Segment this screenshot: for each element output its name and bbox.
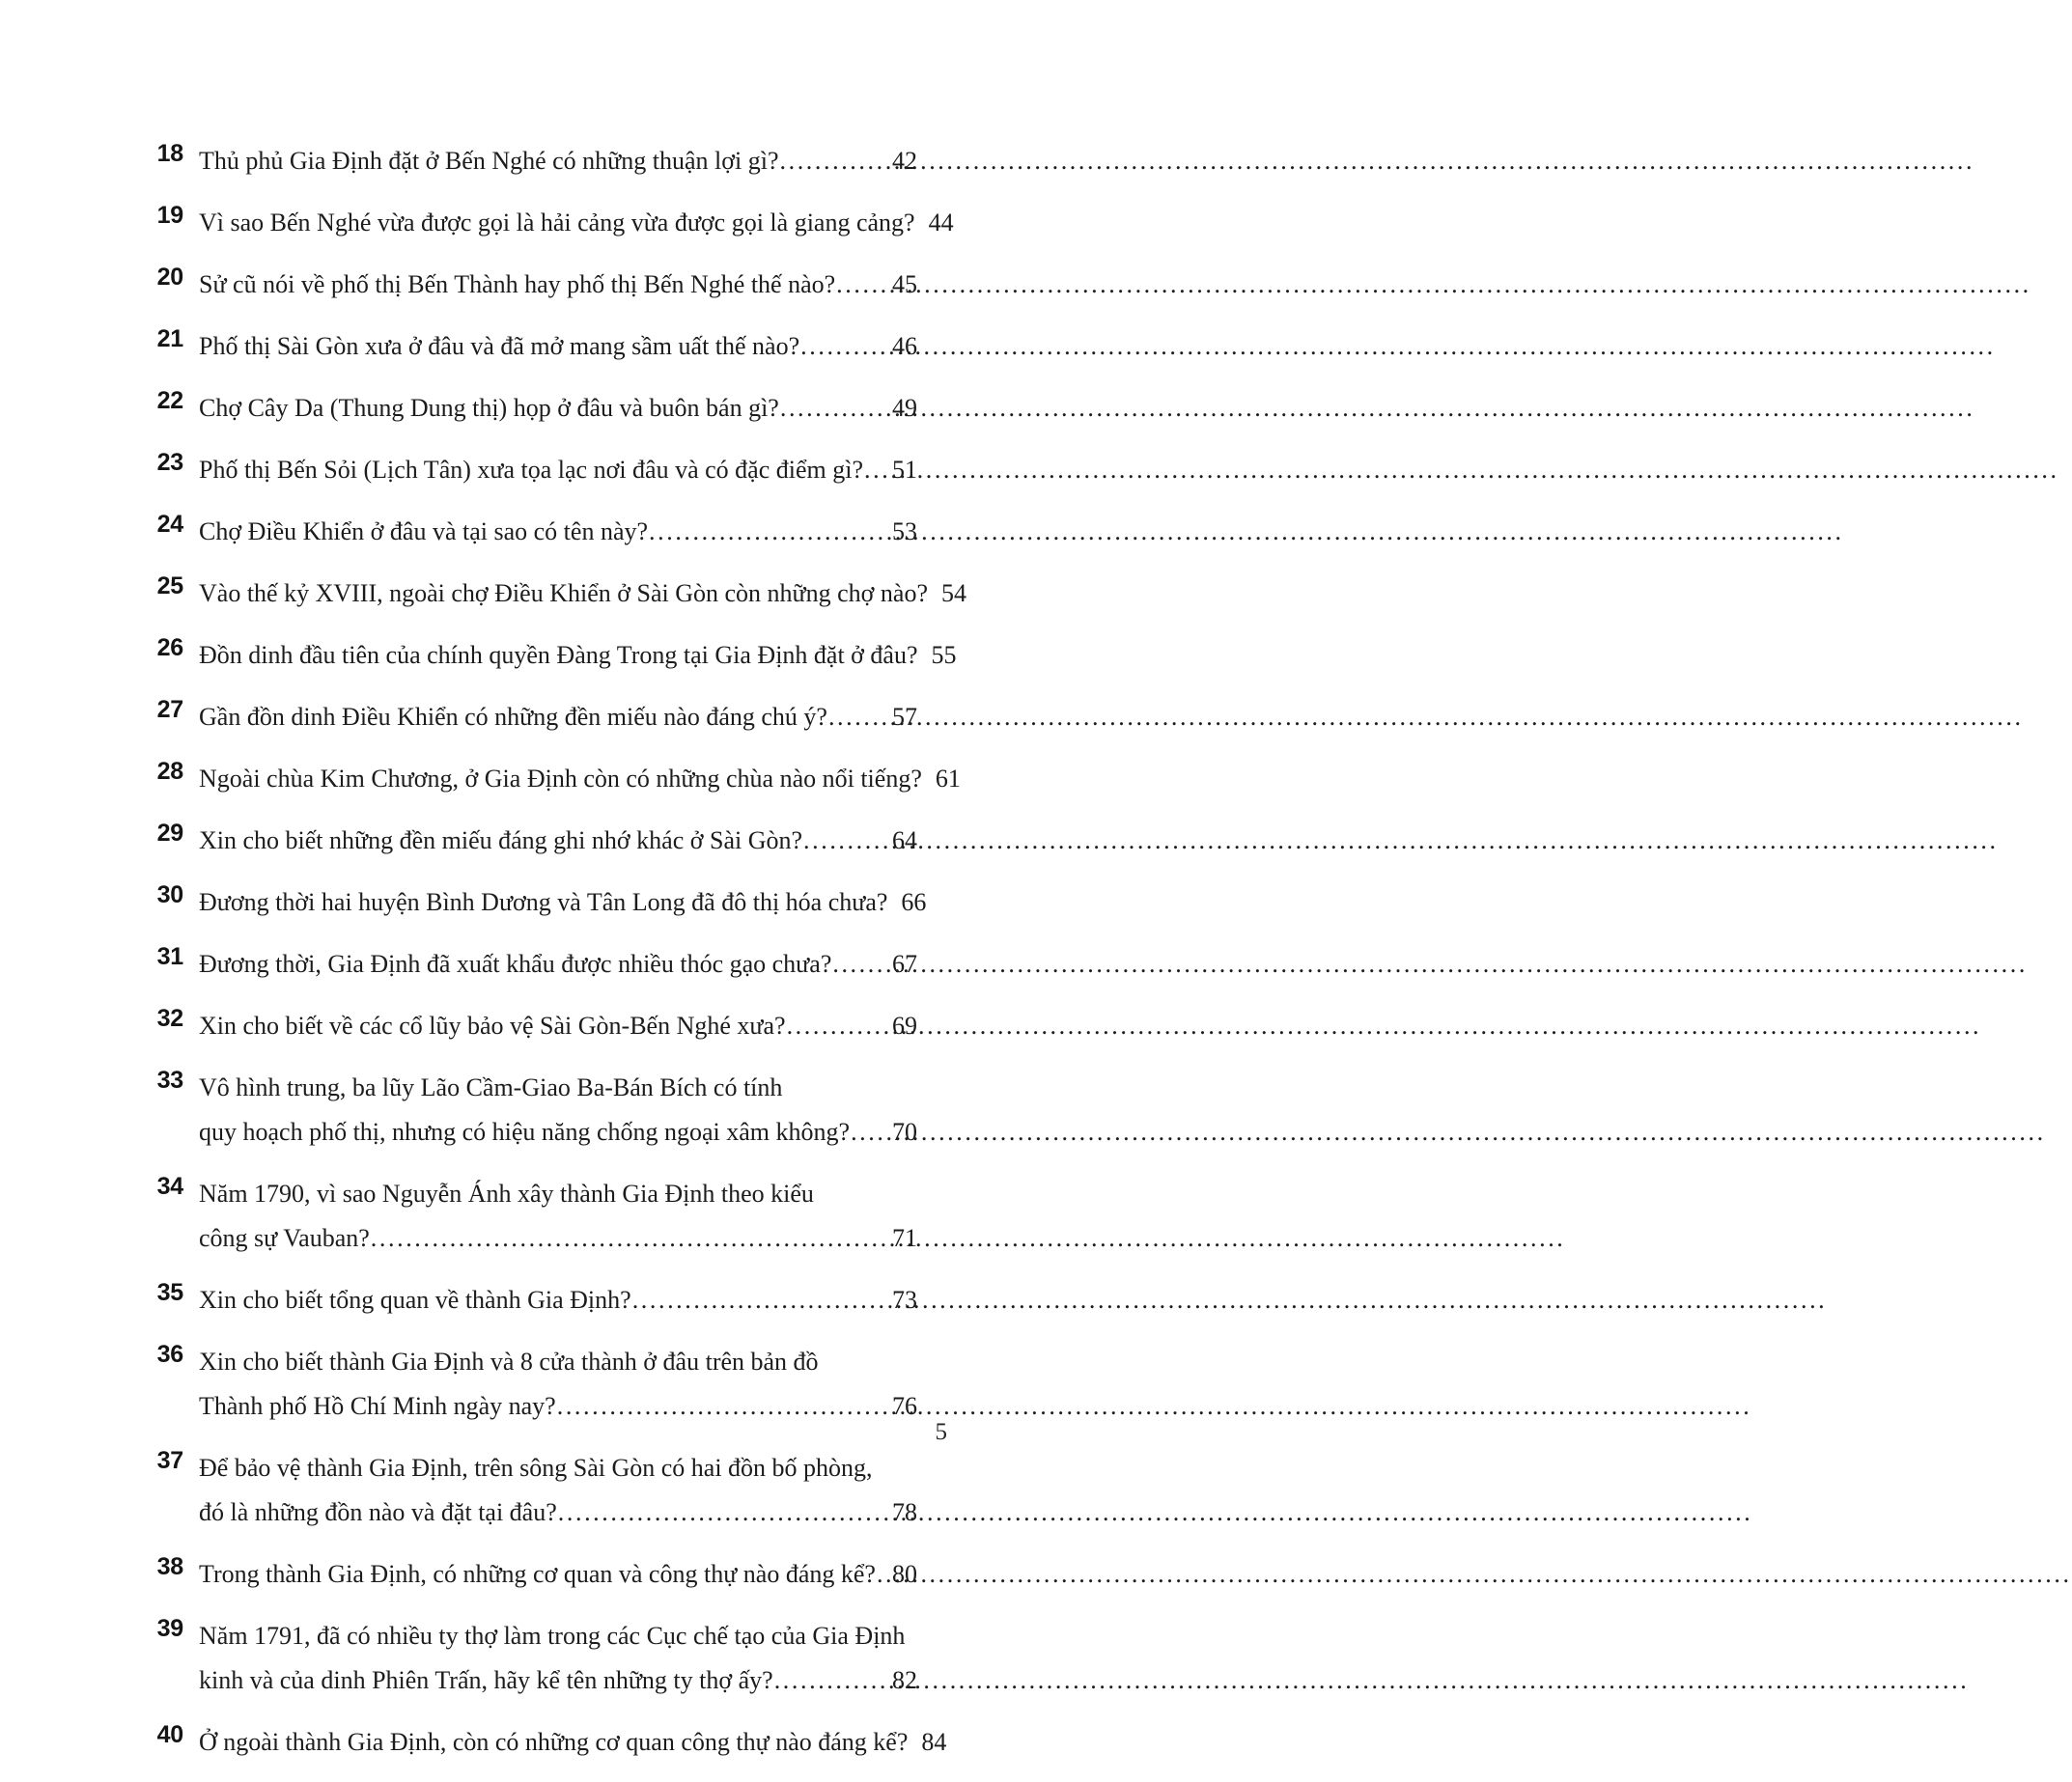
toc-entry-body [199, 1720, 947, 1765]
toc-entry[interactable] [145, 1340, 917, 1429]
dot-leader [558, 1500, 880, 1525]
toc-page-number: 80 [892, 1560, 917, 1588]
toc-entry-number: 26 [156, 634, 183, 661]
toc-entry[interactable] [145, 880, 927, 925]
toc-entry-title: Chợ Điều Khiển ở đâu và tại sao có tên này? [199, 517, 649, 545]
toc-entry-number: 40 [156, 1721, 183, 1748]
toc-entry-line [199, 448, 917, 492]
dot-leader [828, 705, 880, 730]
dot-leader [632, 1288, 880, 1313]
toc-entry-body [199, 757, 961, 801]
toc-page-number: 67 [892, 950, 917, 978]
toc-entry-line [199, 1172, 917, 1216]
toc-entry-title: Vì sao Bến Nghé vừa được gọi là hải cảng vừa được gọi là giang cảng? [199, 209, 915, 237]
toc-entry-line [199, 819, 917, 863]
toc-page-number: 49 [892, 394, 917, 422]
toc-entry-line [199, 942, 917, 987]
toc-entry-number: 25 [156, 572, 183, 599]
toc-page-number: 42 [892, 147, 917, 175]
dot-leader [836, 272, 880, 297]
toc-entry[interactable] [145, 1446, 917, 1535]
toc-entry-body [199, 880, 927, 925]
toc-page-number: 71 [892, 1224, 917, 1252]
toc-page-number: 78 [892, 1498, 917, 1526]
toc-entry-number: 31 [156, 943, 183, 970]
toc-entry-line [199, 1340, 917, 1384]
toc-entry[interactable] [145, 510, 917, 554]
dot-leader [780, 149, 881, 174]
toc-entry[interactable] [145, 1614, 917, 1703]
toc-entry-line [199, 1004, 917, 1048]
toc-entry-title: Gần đồn dinh Điều Khiển có những đền miếu nào đáng chú ý? [199, 703, 827, 731]
toc-page-number: 53 [892, 517, 917, 545]
toc-entry-title: Ngoài chùa Kim Chương, ở Gia Định còn có những chùa nào nổi tiếng? [199, 765, 922, 793]
toc-entry-number: 28 [156, 758, 183, 785]
toc-entry[interactable] [145, 1720, 947, 1765]
toc-entry-body [199, 201, 954, 245]
toc-page-number: 84 [921, 1728, 947, 1756]
toc-entry[interactable] [145, 386, 917, 431]
toc-entry-line [199, 510, 917, 554]
toc-entry-line [199, 324, 917, 369]
toc-entry-title: kinh và của dinh Phiên Trấn, hãy kể tên những ty thợ ấy? [199, 1666, 773, 1694]
toc-entry-body [199, 324, 917, 369]
toc-entry-line [199, 633, 957, 678]
toc-entry-title: Đồn dinh đầu tiên của chính quyền Đàng Trong tại Gia Định đặt ở đâu? [199, 641, 918, 669]
toc-entry-title: Sử cũ nói về phố thị Bến Thành hay phố thị Bến Nghé thế nào? [199, 270, 836, 298]
toc-entry-number: 39 [156, 1615, 183, 1642]
toc-entry-line [199, 1216, 917, 1261]
toc-entry-title: Xin cho biết thành Gia Định và 8 cửa thành ở đâu trên bản đồ [199, 1348, 819, 1376]
toc-entry[interactable] [145, 1552, 917, 1597]
toc-entry-line [199, 139, 917, 183]
toc-page-number: 45 [892, 270, 917, 298]
dot-leader [851, 1120, 880, 1145]
toc-entry-line [199, 1110, 917, 1155]
dot-leader [832, 952, 880, 977]
toc-page-number: 73 [892, 1286, 917, 1314]
toc-entry-title: Thành phố Hồ Chí Minh ngày nay? [199, 1392, 556, 1420]
toc-page-number: 51 [892, 456, 917, 484]
toc-page-number: 55 [931, 641, 957, 669]
dot-leader [649, 519, 880, 544]
toc-entry-body [199, 1446, 917, 1535]
toc-page-number: 64 [892, 826, 917, 854]
toc-entry-title: Xin cho biết tổng quan về thành Gia Định? [199, 1286, 631, 1314]
toc-entry-number: 38 [156, 1553, 183, 1580]
toc-entry-line [199, 201, 954, 245]
toc-page-number: 57 [892, 703, 917, 731]
dot-leader [864, 458, 880, 483]
toc-entry-line [199, 1490, 917, 1535]
toc-entry-title: Vô hình trung, ba lũy Lão Cầm-Giao Ba-Bán Bích có tính [199, 1073, 783, 1101]
toc-entry-number: 24 [156, 511, 183, 538]
toc-entry-body [199, 942, 917, 987]
toc-entry-line [199, 1720, 947, 1765]
toc-entry-number: 35 [156, 1279, 183, 1306]
toc-entry-body [199, 1066, 917, 1155]
dot-leader [800, 334, 880, 359]
toc-entry-number: 32 [156, 1005, 183, 1032]
toc-entry-number: 22 [156, 387, 183, 414]
toc-entry-number: 20 [156, 264, 183, 291]
toc-entry-line [199, 1658, 917, 1703]
toc-entry-body [199, 263, 917, 307]
dot-leader [787, 1014, 880, 1039]
toc-entry-line [199, 263, 917, 307]
toc-entry-line [199, 571, 966, 616]
toc-entry-title: công sự Vauban? [199, 1224, 370, 1252]
toc-entry[interactable] [145, 448, 917, 492]
toc-entry-title: Đương thời hai huyện Bình Dương và Tân Long đã đô thị hóa chưa? [199, 888, 888, 916]
toc-entry-body [199, 695, 917, 739]
toc-page-number: 82 [892, 1666, 917, 1694]
toc-entry-line [199, 757, 961, 801]
toc-entry-number: 37 [156, 1447, 183, 1474]
toc-entry-number: 19 [156, 202, 183, 229]
toc-entry-line [199, 695, 917, 739]
dot-leader [371, 1226, 880, 1251]
toc-entry-number: 27 [156, 696, 183, 723]
dot-leader [803, 828, 880, 853]
toc-entry-title: Xin cho biết về các cổ lũy bảo vệ Sài Gòn-Bến Nghé xưa? [199, 1012, 786, 1040]
toc-entry-title: Chợ Cây Da (Thung Dung thị) họp ở đâu và buôn bán gì? [199, 394, 779, 422]
toc-entry-number: 36 [156, 1341, 183, 1368]
toc-entry[interactable] [145, 263, 917, 307]
toc-entry-body [199, 1278, 917, 1323]
toc-entry[interactable] [145, 633, 957, 678]
dot-leader [557, 1394, 880, 1419]
table-of-contents [145, 139, 966, 1782]
toc-entry-number: 18 [156, 140, 183, 167]
toc-entry-line [199, 1066, 917, 1110]
toc-entry[interactable] [145, 1172, 917, 1261]
toc-page-number: 70 [892, 1118, 917, 1146]
toc-entry-title: Năm 1790, vì sao Nguyễn Ánh xây thành Gia Định theo kiểu [199, 1180, 814, 1208]
toc-entry-title: đó là những đồn nào và đặt tại đâu? [199, 1498, 557, 1526]
toc-entry[interactable] [145, 695, 917, 739]
toc-entry-body [199, 386, 917, 431]
toc-entry-number: 29 [156, 820, 183, 847]
toc-entry-line [199, 1552, 917, 1597]
toc-entry[interactable] [145, 942, 917, 987]
toc-entry-title: Phố thị Sài Gòn xưa ở đâu và đã mở mang sầm uất thế nào? [199, 332, 800, 360]
toc-page-number: 44 [928, 209, 954, 237]
toc-entry[interactable] [145, 139, 917, 183]
toc-entry-line [199, 1614, 917, 1658]
toc-entry-body [199, 633, 957, 678]
toc-entry[interactable] [145, 1004, 917, 1048]
toc-entry-number: 23 [156, 449, 183, 476]
toc-entry[interactable] [145, 1066, 917, 1155]
toc-entry-body [199, 510, 917, 554]
toc-entry-body [199, 448, 917, 492]
toc-entry-title: Vào thế kỷ XVIII, ngoài chợ Điều Khiển ở Sài Gòn còn những chợ nào? [199, 579, 928, 607]
toc-entry-body [199, 819, 917, 863]
toc-entry-title: Xin cho biết những đền miếu đáng ghi nhớ khác ở Sài Gòn? [199, 826, 803, 854]
toc-page-number: 46 [892, 332, 917, 360]
toc-entry-title: quy hoạch phố thị, nhưng có hiệu năng chống ngoại xâm không? [199, 1118, 851, 1146]
toc-page-number: 69 [892, 1012, 917, 1040]
toc-page-number: 66 [901, 888, 927, 916]
page-number: 5 [935, 1419, 947, 1445]
toc-entry-title: Năm 1791, đã có nhiều ty thợ làm trong các Cục chế tạo của Gia Định [199, 1622, 906, 1650]
toc-entry-line [199, 1446, 917, 1490]
toc-entry-body [199, 1552, 917, 1597]
toc-entry[interactable] [145, 201, 954, 245]
toc-entry-title: Ở ngoài thành Gia Định, còn có những cơ quan công thự nào đáng kể? [199, 1728, 909, 1756]
dot-leader [780, 396, 880, 421]
toc-entry-body [199, 1172, 917, 1261]
toc-entry-body [199, 1004, 917, 1048]
toc-entry-body [199, 1340, 917, 1429]
toc-entry-line [199, 880, 927, 925]
toc-entry-title: Thủ phủ Gia Định đặt ở Bến Nghé có những thuận lợi gì? [199, 147, 779, 175]
toc-entry[interactable] [145, 571, 966, 616]
toc-page-number: 76 [892, 1392, 917, 1420]
toc-entry-number: 30 [156, 881, 183, 908]
toc-entry-title: Để bảo vệ thành Gia Định, trên sông Sài Gòn có hai đồn bố phòng, [199, 1454, 873, 1482]
toc-entry-number: 33 [156, 1067, 183, 1094]
toc-entry[interactable] [145, 819, 917, 863]
toc-page-number: 54 [941, 579, 966, 607]
toc-entry-line [199, 386, 917, 431]
toc-entry-title: Đương thời, Gia Định đã xuất khẩu được nhiều thóc gạo chưa? [199, 950, 832, 978]
dot-leader [877, 1562, 880, 1587]
dot-leader [774, 1668, 880, 1693]
toc-entry-body [199, 139, 917, 183]
toc-entry[interactable] [145, 757, 961, 801]
toc-entry[interactable] [145, 324, 917, 369]
toc-page-number: 61 [935, 765, 961, 793]
toc-entry-line [199, 1384, 917, 1429]
toc-entry-number: 21 [156, 325, 183, 352]
toc-entry-body [199, 1614, 917, 1703]
toc-entry-title: Phố thị Bến Sỏi (Lịch Tân) xưa tọa lạc nơi đâu và có đặc điểm gì? [199, 456, 864, 484]
toc-entry-line [199, 1278, 917, 1323]
toc-entry-title: Trong thành Gia Định, có những cơ quan và công thự nào đáng kể? [199, 1560, 876, 1588]
toc-entry[interactable] [145, 1278, 917, 1323]
toc-entry-number: 34 [156, 1173, 183, 1200]
toc-entry-body [199, 571, 966, 616]
